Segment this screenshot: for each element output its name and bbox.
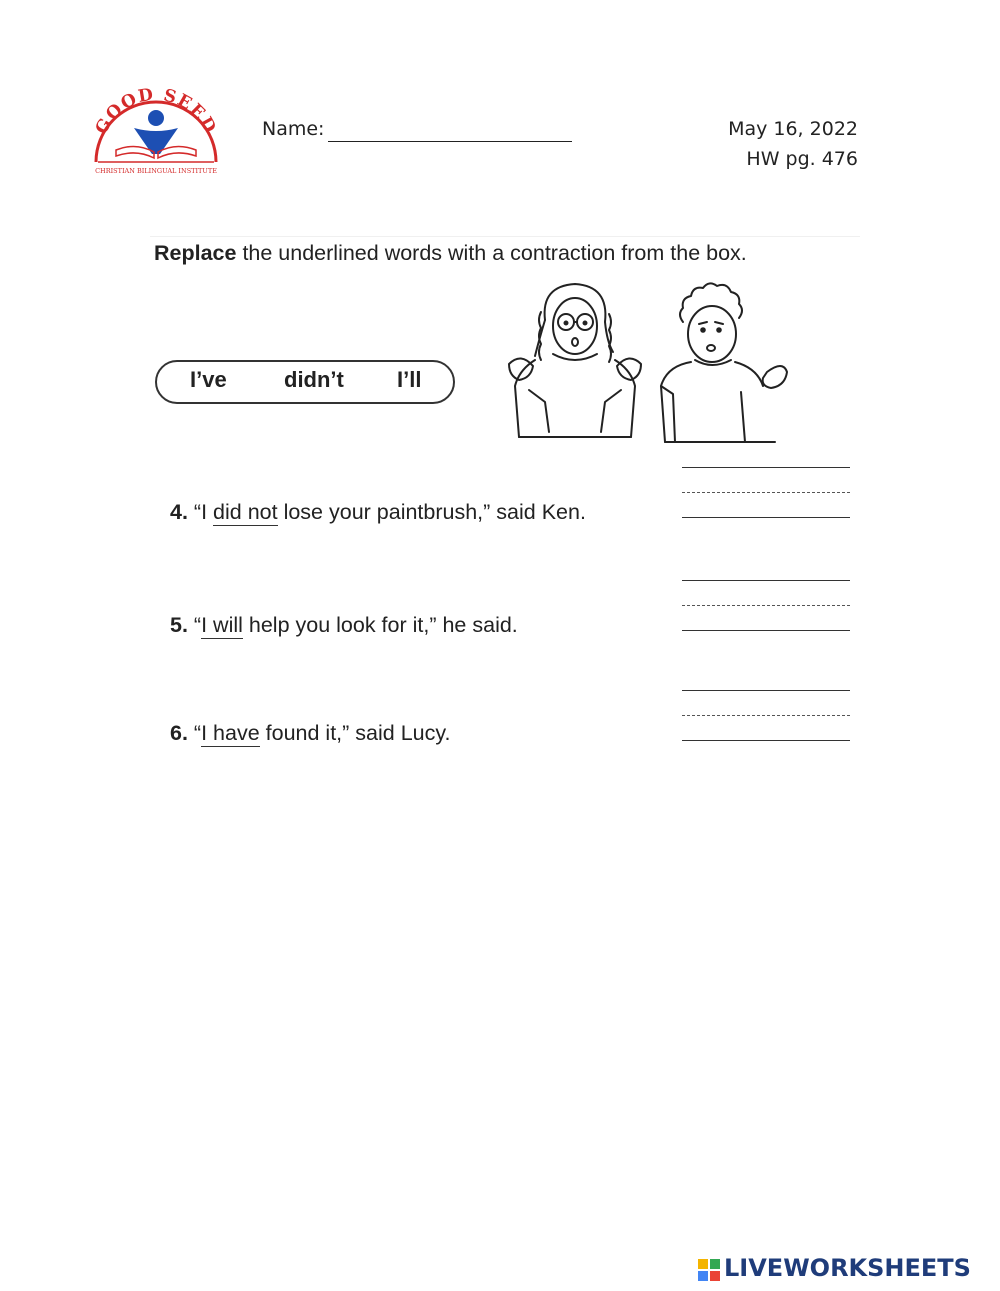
question-6 — [170, 721, 450, 746]
question-number: 4. — [170, 500, 188, 524]
question-5 — [170, 613, 518, 638]
children-illustration — [505, 282, 790, 447]
worksheet-divider — [150, 236, 860, 237]
question-text: “I — [193, 500, 214, 524]
boy-figure-icon — [661, 283, 787, 442]
underlined-words: I have — [201, 721, 260, 745]
question-text: lose your paintbrush,” said Ken. — [277, 500, 586, 524]
school-logo — [86, 72, 226, 180]
brand-name: LIVEWORKSHEETS — [724, 1254, 971, 1282]
word-box-item: I’ll — [397, 367, 422, 392]
instruction-text: the underlined words with a contraction from the box. — [236, 241, 747, 265]
underlined-words: I will — [201, 613, 243, 637]
word-box-item: I’ve — [190, 367, 227, 392]
girl-figure-icon — [509, 284, 641, 437]
question-4 — [170, 500, 586, 525]
answer-lines-5 — [682, 580, 850, 632]
question-text: “ — [193, 721, 202, 745]
word-box-item: didn’t — [284, 367, 344, 392]
name-field-line[interactable] — [328, 141, 572, 142]
date: May 16, 2022 — [728, 118, 858, 140]
answer-input-5[interactable] — [686, 586, 848, 628]
instruction-keyword: Replace — [154, 241, 237, 265]
question-number: 5. — [170, 613, 188, 637]
answer-lines-6 — [682, 690, 850, 742]
logo-subtext: CHRISTIAN BILINGUAL INSTITUTE — [95, 167, 217, 175]
answer-input-6[interactable] — [686, 696, 848, 738]
name-label: Name: — [262, 118, 325, 140]
instruction — [154, 241, 747, 266]
question-text: found it,” said Lucy. — [259, 721, 451, 745]
question-number: 6. — [170, 721, 188, 745]
answer-lines-4 — [682, 467, 850, 519]
liveworksheets-logo-icon — [698, 1259, 720, 1281]
question-text: help you look for it,” he said. — [242, 613, 518, 637]
logo-figure-icon — [148, 110, 164, 126]
logo-text: GOOD SEED — [91, 84, 221, 138]
question-text: “ — [193, 613, 202, 637]
answer-input-4[interactable] — [686, 473, 848, 515]
underlined-words: did not — [213, 500, 278, 524]
homework-page: HW pg. 476 — [746, 148, 858, 170]
